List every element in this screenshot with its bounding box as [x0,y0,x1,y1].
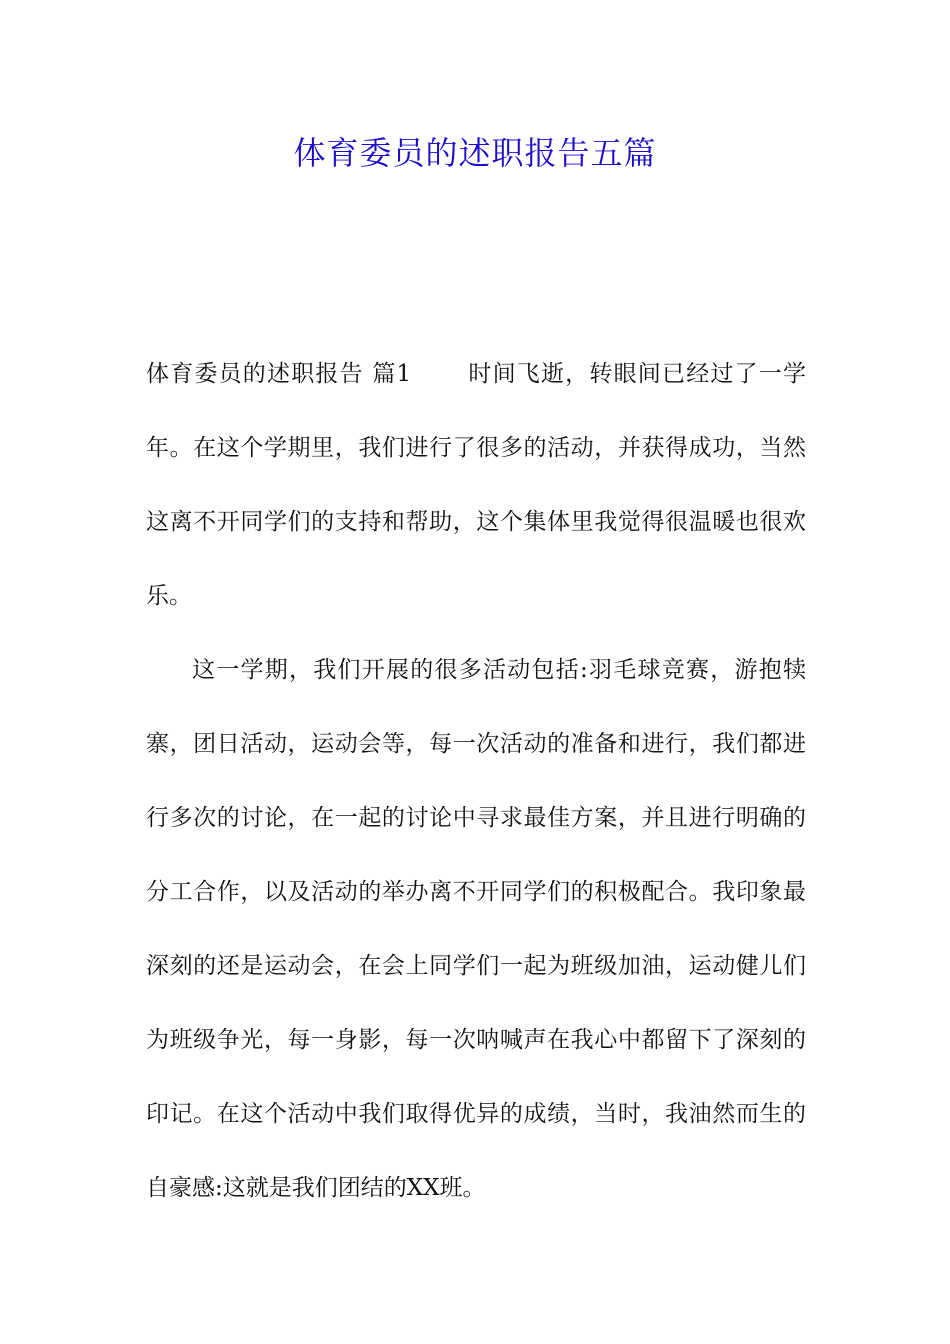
paragraph-text: 这一学期，我们开展的很多活动包括:羽毛球竞赛，游抱犊寨，团日活动，运动会等，每一次活动的准备和进行，我们都进行多次的讨论，在一起的讨论中寻求最佳方案，并且进行明确的分工合作，以及活动的举办离不开同学们的积极配合。我印象最深刻的还是运动会，在会上同学们一起为班级加油，运动健儿们为班级争光，每一身影，每一次呐喊声在我心中都留下了深刻的印记。在这个活动中我们取得优异的成绩，当时，我油然而生的自豪感:这就是我们团结的XX班。 [146,657,806,1201]
document-title: 体育委员的述职报告五篇 [293,134,657,172]
section-label: 体育委员的述职报告 篇1 [146,361,412,387]
paragraph-text: 时间飞逝，转眼间已经过了一学年。在这个学期里，我们进行了很多的活动，并获得成功，当然这离不开同学们的支持和帮助，这个集体里我觉得很温暖也很欢乐。 [146,361,806,609]
document-body [146,337,806,1225]
paragraph-2 [146,633,806,1225]
paragraph-1 [146,337,806,633]
